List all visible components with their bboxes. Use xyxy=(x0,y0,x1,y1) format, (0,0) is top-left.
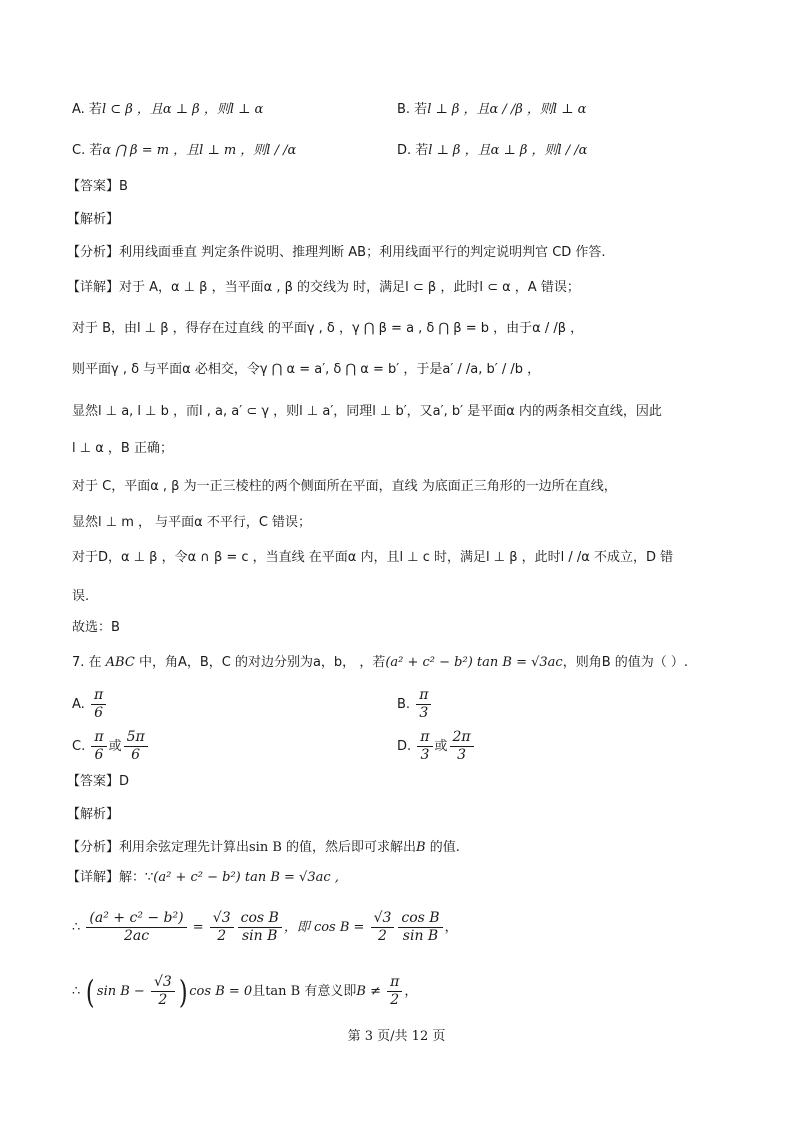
denominator: sin B xyxy=(242,928,278,944)
q6-detail-6: 对于 C，平面α , β 为一正三棱柱的两个侧面所在平面，直线 为底面正三角形的一边所在直线， xyxy=(72,479,617,494)
q6-analysis-head: 【解析】 xyxy=(67,212,120,227)
step-math: cos B = 0 xyxy=(189,984,253,999)
numerator: √3 xyxy=(371,910,395,928)
stem-text: 中，角A，B，C 的对边分别为a，b， ，若 xyxy=(134,655,386,670)
numerator: cos B xyxy=(398,910,442,928)
numerator: π xyxy=(387,974,402,992)
denominator: 2 xyxy=(158,992,168,1008)
denominator: 6 xyxy=(94,747,104,763)
q7-option-b xyxy=(397,685,433,725)
step-text: 且 xyxy=(252,984,266,999)
analysis-text: 的值，然后即可求解出 xyxy=(281,840,417,855)
left-paren: ( xyxy=(86,972,96,1011)
analysis-text: 的值. xyxy=(425,840,460,855)
step-text: 有意义即 xyxy=(300,984,357,999)
option-label: B. xyxy=(397,697,411,712)
option-math: l ⊂ β ，且α ⊥ β ，则l ⊥ α xyxy=(101,102,264,117)
or-text: 或 xyxy=(434,739,448,754)
analysis-text: 【分析】利用余弦定理先计算出 xyxy=(67,840,250,855)
q6-option-b xyxy=(397,101,586,119)
q7-stem xyxy=(72,654,688,672)
q6-detail-1: 【详解】对于 A，α ⊥ β ，当平面α , β 的交线为 时，满足l ⊂ β ，此时l ⊂ α ，A 错误； xyxy=(67,280,580,295)
fraction xyxy=(450,729,474,764)
fraction xyxy=(91,687,106,722)
fraction xyxy=(238,910,282,945)
q6-analysis: 【分析】利用线面垂直 判定条件说明、推理判断 AB；利用线面平行的判定说明判官 CD 作答. xyxy=(67,245,606,260)
numerator: π xyxy=(91,729,106,747)
comma: ， xyxy=(444,920,458,935)
fraction xyxy=(416,687,431,722)
q7-step-1 xyxy=(72,905,458,951)
denominator: sin B xyxy=(402,928,439,944)
detail-text: 【详解】解：∵ xyxy=(67,870,154,885)
or-text: 或 xyxy=(108,739,122,754)
q6-detail-3: 则平面γ , δ 与平面α 必相交，令γ ⋂ α = a′, δ ⋂ α = b′ ，于是a′ / /a, b′ / /b ， xyxy=(72,362,541,377)
numerator: √3 xyxy=(151,974,175,992)
stem-formula: (a² + c² − b²) tan B = √3ac xyxy=(385,655,563,670)
numerator: π xyxy=(416,687,431,705)
step-math: sin B − xyxy=(96,984,145,999)
stem-text: ，则角B 的值为（ ）. xyxy=(562,655,689,670)
q7-analysis xyxy=(67,839,460,857)
step-math: tan B xyxy=(265,984,301,999)
stem-text: 7. 在 xyxy=(72,655,106,670)
option-label: D. 若 xyxy=(397,143,429,158)
numerator: π xyxy=(417,729,432,747)
q7-detail xyxy=(67,869,339,887)
q6-option-a xyxy=(72,101,263,119)
fraction xyxy=(371,910,395,945)
fraction xyxy=(210,910,234,945)
step-text: ，即 cos B = xyxy=(283,920,365,935)
option-math: α ⋂ β = m ，且l ⊥ m ，则l / /α xyxy=(102,143,297,158)
option-label: A. xyxy=(72,697,85,712)
analysis-math: sin B xyxy=(249,840,282,855)
fraction xyxy=(398,910,442,945)
denominator: 6 xyxy=(131,747,141,763)
comma: ， xyxy=(404,984,418,999)
option-label: C. 若 xyxy=(72,143,103,158)
q6-detail-4: 显然l ⊥ a, l ⊥ b ，而l , a, a′ ⊂ γ ，则l ⊥ a′，同理l ⊥ b′，又a′, b′ 是平面α 内的两条相交直线，因此 xyxy=(72,404,662,419)
fraction xyxy=(151,974,175,1009)
fraction xyxy=(387,974,402,1009)
numerator: 5π xyxy=(124,729,148,747)
q7-option-c xyxy=(72,727,150,767)
fraction xyxy=(91,729,106,764)
numerator: 2π xyxy=(450,729,474,747)
option-label: D. xyxy=(397,739,412,754)
denominator: 3 xyxy=(457,747,467,763)
q7-answer: 【答案】D xyxy=(67,774,130,789)
q6-detail-8: 对于D，α ⊥ β ，令α ∩ β = c ，当直线 在平面α 内，且l ⊥ c 时，满足l ⊥ β ，此时l / /α 不成立，D 错 xyxy=(72,550,674,565)
fraction xyxy=(417,729,432,764)
detail-formula: (a² + c² − b²) tan B = √3ac , xyxy=(153,870,339,885)
option-label: B. 若 xyxy=(397,102,428,117)
denominator: 3 xyxy=(420,747,430,763)
therefore-symbol: ∴ xyxy=(72,920,81,935)
numerator: cos B xyxy=(238,910,282,928)
denominator: 3 xyxy=(419,705,429,721)
numerator: (a² + c² − b²) xyxy=(86,910,186,928)
q7-option-a xyxy=(72,685,108,725)
q6-detail-5: l ⊥ α ，B 正确； xyxy=(72,441,173,456)
fraction xyxy=(124,729,148,764)
denominator: 2 xyxy=(390,992,400,1008)
q7-analysis-head: 【解析】 xyxy=(67,807,120,822)
q6-option-d xyxy=(397,142,587,160)
q6-detail-2: 对于 B，由l ⊥ β ，得存在过直线 的平面γ , δ ，γ ⋂ β = a , δ ⋂ β = b ，由于α / /β ， xyxy=(72,321,584,336)
q6-answer: 【答案】B xyxy=(67,179,128,194)
numerator: √3 xyxy=(210,910,234,928)
denominator: 6 xyxy=(94,705,103,721)
equals-sign: = xyxy=(192,920,204,935)
q6-detail-9: 误. xyxy=(72,589,90,604)
denominator: 2 xyxy=(378,928,387,944)
option-label: C. xyxy=(72,739,86,754)
option-math: l ⊥ β ，且α / /β ，则l ⊥ α xyxy=(427,102,587,117)
fraction xyxy=(86,910,186,945)
denominator: 2ac xyxy=(123,928,150,944)
option-label: A. 若 xyxy=(72,102,102,117)
option-math: l ⊥ β ，且α ⊥ β ，则l / /α xyxy=(428,143,588,158)
page-footer: 第 3 页/共 12 页 xyxy=(347,1029,446,1044)
q6-option-c xyxy=(72,142,296,160)
stem-triangle: ABC xyxy=(105,655,135,670)
therefore-symbol: ∴ xyxy=(72,984,81,999)
q7-option-d xyxy=(397,727,476,767)
right-paren: ) xyxy=(178,972,188,1011)
q6-conclusion: 故选：B xyxy=(72,620,120,635)
step-math: B ≠ xyxy=(356,984,381,999)
denominator: 2 xyxy=(217,928,227,944)
analysis-math: B xyxy=(416,840,426,855)
q7-step-2 xyxy=(72,969,417,1015)
numerator: π xyxy=(91,687,106,705)
q6-detail-7: 显然l ⊥ m ， 与平面α 不平行，C 错误； xyxy=(72,515,312,530)
